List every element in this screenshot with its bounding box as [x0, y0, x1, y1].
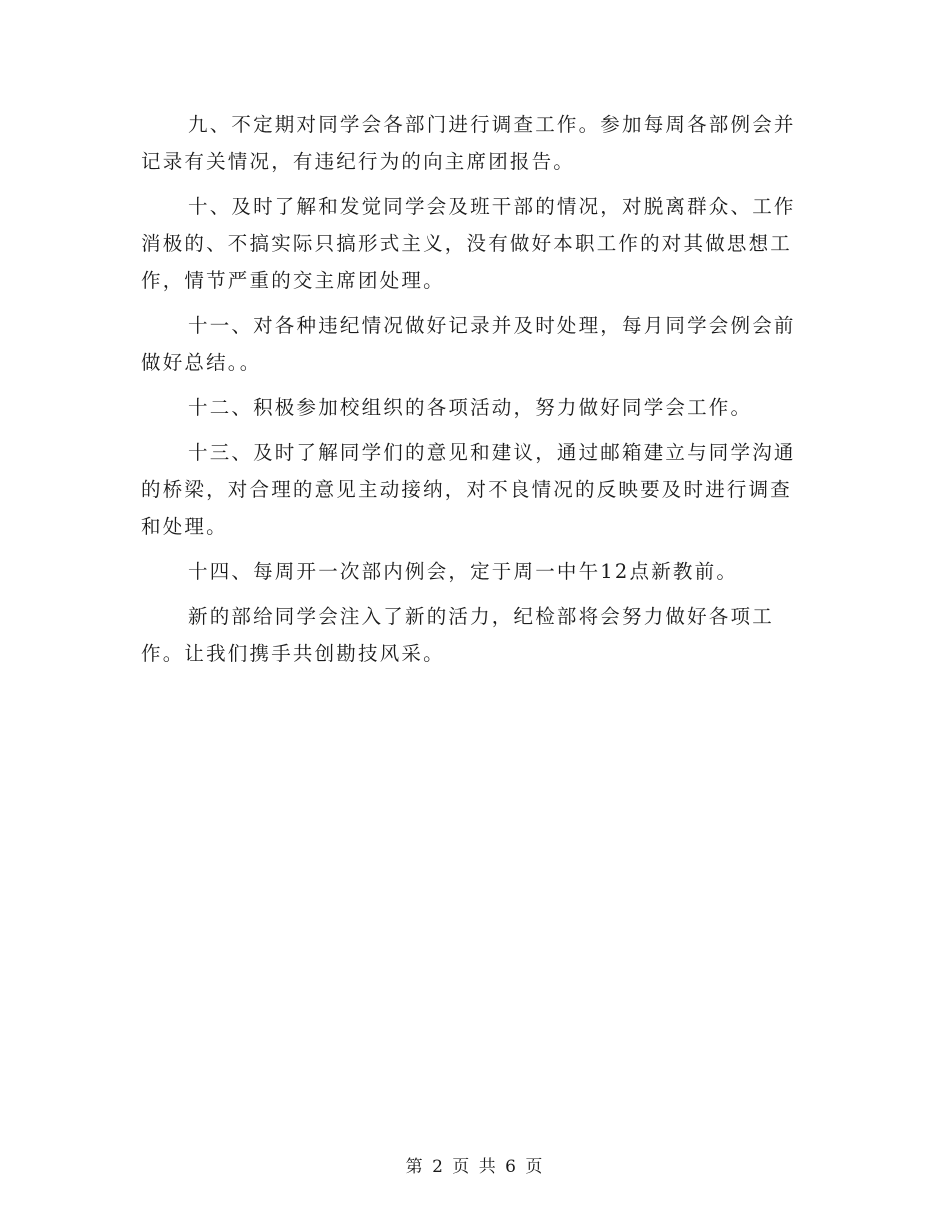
closing-paragraph: 新的部给同学会注入了新的活力，纪检部将会努力做好各项工作。让我们携手共创勘技风采。 [141, 605, 774, 665]
paragraph-14: 十四、每周开一次部内例会，定于周一中午12点新教前。 [188, 560, 739, 583]
paragraph-12: 十二、积极参加校组织的各项活动，努力做好同学会工作。 [188, 396, 753, 419]
document-body [141, 106, 811, 680]
paragraph-11: 十一、对各种违纪情况做好记录并及时处理，每月同学会例会前做好总结。。 [141, 314, 796, 374]
paragraph-10: 十、及时了解和发觉同学会及班干部的情况，对脱离群众、工作消极的、不搞实际只搞形式主义，没有做好本职工作的对其做思想工作，情节严重的交主席团处理。 [141, 195, 796, 292]
page-number-label: 第 2 页 共 6 页 [405, 1157, 545, 1177]
paragraph-9: 九、不定期对同学会各部门进行调查工作。参加每周各部例会并记录有关情况，有违纪行为的向主席团报告。 [141, 113, 796, 173]
paragraph-13: 十三、及时了解同学们的意见和建议，通过邮箱建立与同学沟通的桥梁，对合理的意见主动接纳，对不良情况的反映要及时进行调查和处理。 [141, 441, 796, 538]
page-number-footer [0, 1152, 950, 1177]
